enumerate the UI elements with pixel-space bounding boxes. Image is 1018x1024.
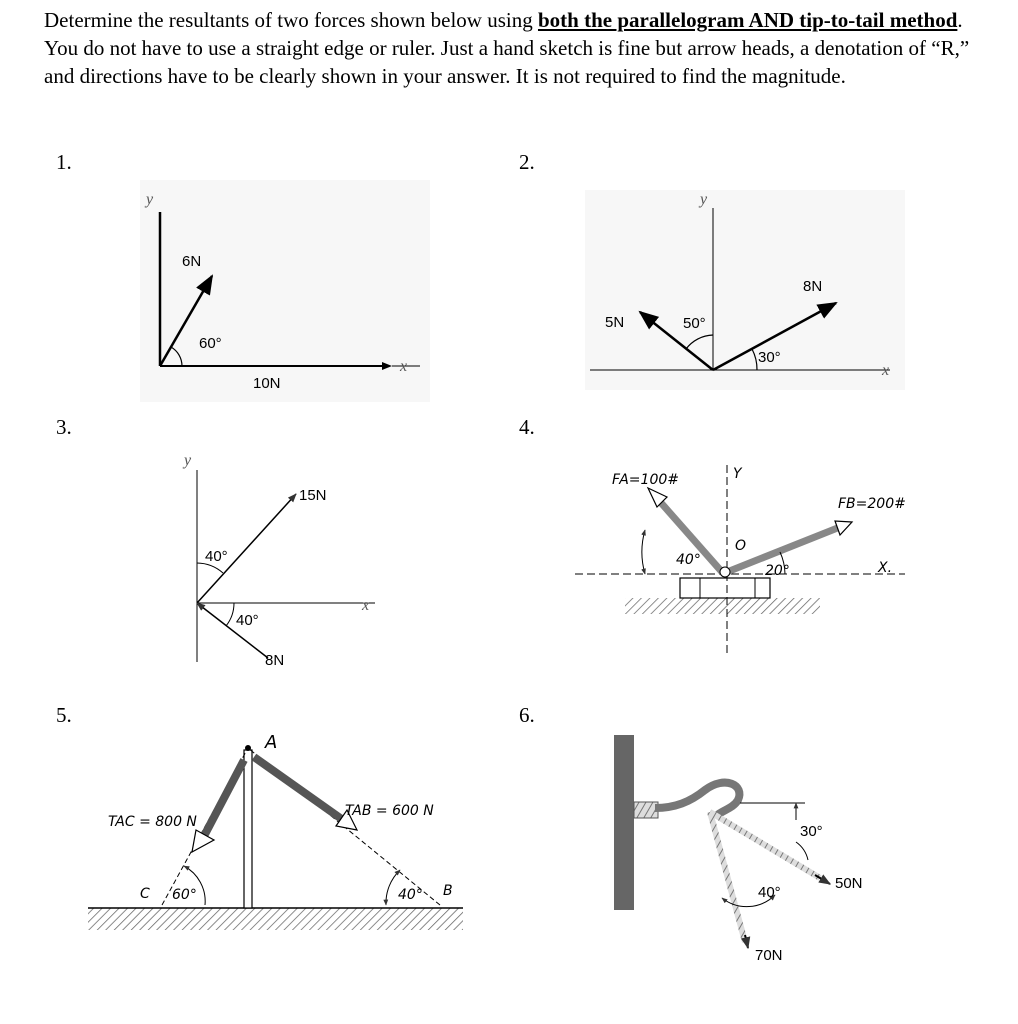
angle-60-label: 60° xyxy=(172,887,197,903)
ground-hatch xyxy=(625,598,820,614)
angle-40-label: 40° xyxy=(758,884,781,901)
x-axis-label: X. xyxy=(878,560,893,576)
angle-50-label: 50° xyxy=(683,315,706,332)
angle-40-top-label: 40° xyxy=(205,548,228,565)
pin-joint xyxy=(720,567,730,577)
y-axis-label: y xyxy=(700,191,708,208)
instructions-text-2: . You do not have to use a straight edge or ruler. Just a hand sketch is fine but arrow heads, a denotation of “R,” and directions have to be clearly shown in your answer. It is not required to find the magnitude. xyxy=(44,8,970,88)
x-axis-label: x xyxy=(400,358,408,375)
figure-3 xyxy=(182,452,375,669)
problem-number-4: 4. xyxy=(519,415,535,439)
force-5n-label: 5N xyxy=(605,314,625,331)
angle-40-label: 40° xyxy=(398,887,423,903)
y-axis-label: y xyxy=(146,191,154,208)
angle-arc-bottom xyxy=(226,603,234,626)
x-axis-label: x xyxy=(362,597,370,614)
theta-label: O xyxy=(735,538,747,554)
x-axis-label: x xyxy=(882,362,890,379)
force-15n-label: 15N xyxy=(299,487,327,504)
figure-2 xyxy=(585,190,905,390)
y-axis-label: y xyxy=(184,452,192,469)
tension-ab-arrow xyxy=(254,757,343,820)
instructions-text-1: Determine the resultants of two forces shown below using xyxy=(44,8,538,32)
hook xyxy=(655,783,739,818)
problem-number-1: 1. xyxy=(56,150,72,174)
point-c-label: C xyxy=(140,886,150,902)
force-8n-label: 8N xyxy=(803,278,823,295)
y-axis-label: Y xyxy=(733,466,742,482)
problem-number-2: 2. xyxy=(519,150,535,174)
angle-40-label: 40° xyxy=(676,552,701,568)
problem-number-6: 6. xyxy=(519,703,535,727)
angle-60-label: 60° xyxy=(199,335,222,352)
force-70n-label: 70N xyxy=(755,947,783,964)
wall xyxy=(614,735,634,910)
problem-number-5: 5. xyxy=(56,703,72,727)
force-10n-label: 10N xyxy=(253,375,281,392)
force-fb-label: FB=200# xyxy=(838,496,906,512)
angle-30-label: 30° xyxy=(800,823,823,840)
instructions-emphasis: both the parallelogram AND tip-to-tail method xyxy=(537,8,958,32)
tension-ac-arrow xyxy=(203,760,244,838)
force-fa-label: FA=100# xyxy=(612,472,679,488)
tension-ac-label: TAC = 800 N xyxy=(108,814,197,830)
tension-ab-label: TAB = 600 N xyxy=(345,803,434,819)
problem-number-3: 3. xyxy=(56,415,72,439)
point-a-label: A xyxy=(265,732,278,753)
angle-20-label: 20° xyxy=(765,563,790,579)
figure-6 xyxy=(614,735,863,964)
point-b-label: B xyxy=(443,883,453,899)
force-8n-label: 8N xyxy=(265,652,285,669)
figure-1 xyxy=(140,180,430,402)
angle-arc-30 xyxy=(796,842,808,860)
figure-4 xyxy=(575,465,906,655)
figure-5 xyxy=(88,732,463,930)
force-6n-label: 6N xyxy=(182,253,202,270)
pole xyxy=(244,750,252,908)
angle-40-bottom-label: 40° xyxy=(236,612,259,629)
angle-arc-40 xyxy=(642,530,645,574)
force-50n-label: 50N xyxy=(835,875,863,892)
ground-hatch xyxy=(88,908,463,930)
support-base xyxy=(680,578,770,598)
bolt xyxy=(634,802,658,818)
angle-30-label: 30° xyxy=(758,349,781,366)
